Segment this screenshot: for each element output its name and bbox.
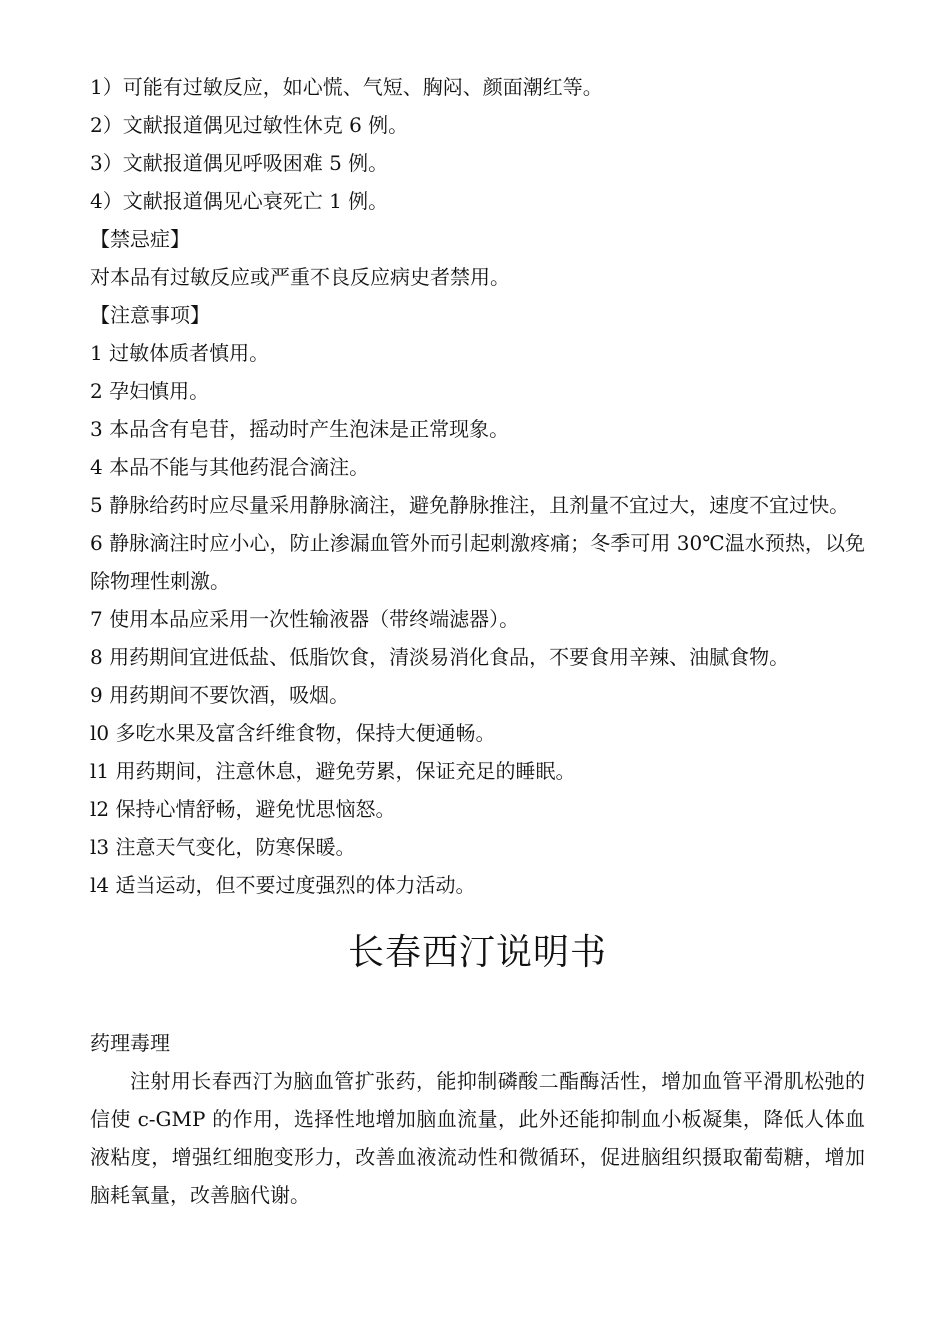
precaution-item: 3 本品含有皂苷，摇动时产生泡沫是正常现象。	[90, 417, 510, 441]
precaution-item: l2 保持心情舒畅，避免忧思恼怒。	[90, 797, 396, 821]
precaution-item: 5 静脉给药时应尽量采用静脉滴注，避免静脉推注，且剂量不宜过大，速度不宜过快。	[90, 493, 850, 517]
precaution-item: 9 用药期间不要饮酒，吸烟。	[90, 683, 350, 707]
precaution-item: l4 适当运动，但不要过度强烈的体力活动。	[90, 873, 476, 897]
contraindications-text: 对本品有过敏反应或严重不良反应病史者禁用。	[90, 265, 510, 289]
precaution-item: 2 孕妇慎用。	[90, 379, 210, 403]
precaution-item: 6 静脉滴注时应小心，防止渗漏血管外而引起刺激疼痛；冬季可用 30℃温水预热，以免除物理性刺激。	[90, 531, 865, 593]
precaution-item: 4 本品不能与其他药混合滴注。	[90, 455, 370, 479]
precaution-item: l3 注意天气变化，防寒保暖。	[90, 835, 356, 859]
contraindications-heading: 【禁忌症】	[90, 227, 190, 251]
pharmacology-heading: 药理毒理	[90, 1031, 170, 1055]
document-page	[90, 68, 865, 1214]
precautions-section	[90, 296, 865, 904]
pharmacology-section	[90, 1024, 865, 1214]
precaution-item: 7 使用本品应采用一次性输液器（带终端滤器）。	[90, 607, 520, 631]
pharmacology-text: 注射用长春西汀为脑血管扩张药，能抑制磷酸二酯酶活性，增加血管平滑肌松弛的信使 c-GMP 的作用，选择性地增加脑血流量，此外还能抑制血小板凝集，降低人体血液粘度，增强红细胞变形力，改善血液流动性和微循环，促进脑组织摄取葡萄糖，增加脑耗氧量，改善脑代谢。	[90, 1069, 865, 1207]
adverse-reaction-item: 2）文献报道偶见过敏性休克 6 例。	[90, 113, 409, 137]
precaution-item: 1 过敏体质者慎用。	[90, 341, 270, 365]
document-title: 长春西汀说明书	[347, 932, 607, 973]
adverse-reaction-item: 1）可能有过敏反应，如心慌、气短、胸闷、颜面潮红等。	[90, 75, 603, 99]
precautions-heading: 【注意事项】	[90, 303, 210, 327]
precaution-item: l1 用药期间，注意休息，避免劳累，保证充足的睡眠。	[90, 759, 576, 783]
contraindications-section	[90, 220, 865, 296]
adverse-reactions-list	[90, 68, 865, 220]
adverse-reaction-item: 3）文献报道偶见呼吸困难 5 例。	[90, 151, 389, 175]
adverse-reaction-item: 4）文献报道偶见心衰死亡 1 例。	[90, 189, 389, 213]
precaution-item: l0 多吃水果及富含纤维食物，保持大便通畅。	[90, 721, 496, 745]
precaution-item: 8 用药期间宜进低盐、低脂饮食，清淡易消化食品，不要食用辛辣、油腻食物。	[90, 645, 790, 669]
